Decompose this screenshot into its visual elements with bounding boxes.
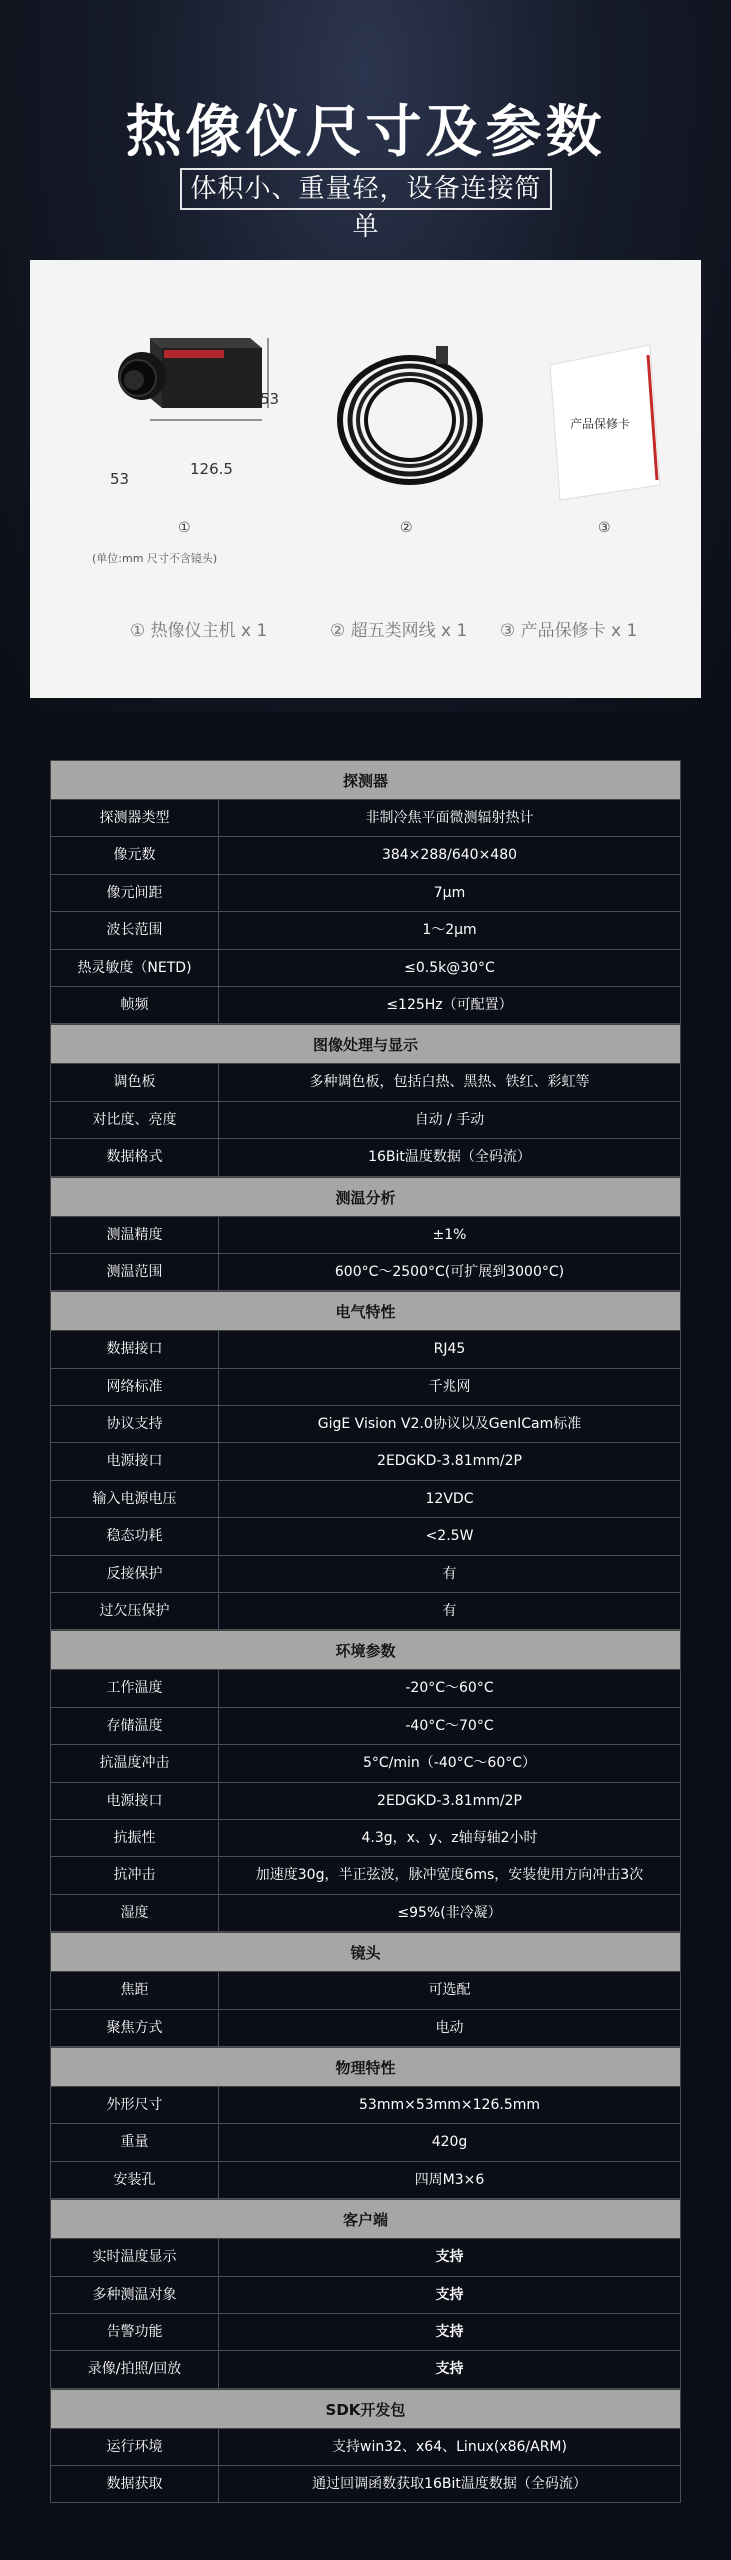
spec-value: <2.5W xyxy=(425,1528,474,1545)
caption-warranty: ③ 产品保修卡 x 1 xyxy=(500,621,638,641)
caption-cable: ② 超五类网线 x 1 xyxy=(330,621,468,641)
spec-label: 对比度、亮度 xyxy=(51,1102,219,1138)
spec-label: 协议支持 xyxy=(51,1406,219,1442)
spec-label: 实时温度显示 xyxy=(51,2239,219,2275)
spec-value: 自动 / 手动 xyxy=(414,1111,485,1128)
spec-label: 波长范围 xyxy=(51,912,219,948)
spec-row xyxy=(50,1406,681,1443)
spec-value: 16Bit温度数据（全码流） xyxy=(368,1149,531,1166)
spec-label: 抗冲击 xyxy=(51,1857,219,1893)
section-header: 环境参数 xyxy=(50,1630,681,1670)
spec-value: 384×288/640×480 xyxy=(381,847,518,864)
spec-row xyxy=(50,2087,681,2124)
section-header: 图像处理与显示 xyxy=(50,1024,681,1064)
spec-label: 聚焦方式 xyxy=(51,2010,219,2046)
section-header: SDK开发包 xyxy=(50,2389,681,2429)
spec-value: 5°C/min（-40°C～60°C） xyxy=(362,1755,537,1772)
item-number-2: ② xyxy=(400,520,413,536)
spec-value: ≤95%(非冷凝） xyxy=(397,1904,502,1921)
spec-value: 1～2μm xyxy=(422,922,477,939)
spec-label: 重量 xyxy=(51,2124,219,2160)
dimension-height: 53 xyxy=(260,390,280,408)
section-header: 测温分析 xyxy=(50,1177,681,1217)
spec-value: 600°C～2500°C(可扩展到3000°C) xyxy=(334,1263,565,1280)
spec-label: 测温精度 xyxy=(51,1217,219,1253)
product-panel xyxy=(30,260,701,698)
spec-row xyxy=(50,2010,681,2047)
spec-value: 支持win32、x64、Linux(x86/ARM) xyxy=(332,2438,567,2455)
spec-value: 有 xyxy=(442,1565,457,1582)
spec-row xyxy=(50,2277,681,2314)
dimension-length: 126.5 xyxy=(190,460,233,478)
spec-value: 支持 xyxy=(435,2361,464,2378)
spec-value: 四周M3×6 xyxy=(414,2171,485,2188)
spec-value: 12VDC xyxy=(425,1490,474,1507)
warranty-card-title: 产品保修卡 xyxy=(570,417,631,431)
spec-label: 多种测温对象 xyxy=(51,2277,219,2313)
item-number-1: ① xyxy=(178,520,191,536)
spec-value: 通过回调函数获取16Bit温度数据（全码流） xyxy=(312,2476,587,2493)
spec-label: 调色板 xyxy=(51,1064,219,1100)
spec-label: 工作温度 xyxy=(51,1670,219,1706)
spec-value: 加速度30g，半正弦波，脉冲宽度6ms，安装使用方向冲击3次 xyxy=(255,1867,644,1884)
spec-value: 支持 xyxy=(435,2323,464,2340)
item-number-3: ③ xyxy=(598,520,611,536)
spec-row xyxy=(50,987,681,1024)
spec-value: 非制冷焦平面微测辐射热计 xyxy=(365,810,534,826)
spec-row xyxy=(50,800,681,837)
spec-value: 2EDGKD-3.81mm/2P xyxy=(377,1792,522,1809)
spec-label: 输入电源电压 xyxy=(51,1481,219,1517)
spec-label: 稳态功耗 xyxy=(51,1518,219,1554)
spec-label: 抗温度冲击 xyxy=(51,1745,219,1781)
spec-value: ≤125Hz（可配置） xyxy=(386,996,513,1013)
spec-row xyxy=(50,2351,681,2388)
spec-row xyxy=(50,1331,681,1368)
spec-row xyxy=(50,1745,681,1782)
section-header: 镜头 xyxy=(50,1932,681,1972)
spec-label: 电源接口 xyxy=(51,1783,219,1819)
spec-value: 电动 xyxy=(435,2019,464,2036)
spec-value: -40°C～70°C xyxy=(405,1717,494,1734)
spec-row xyxy=(50,1556,681,1593)
network-cable-image xyxy=(330,340,490,500)
spec-row xyxy=(50,1518,681,1555)
section-header: 探测器 xyxy=(50,760,681,800)
spec-label: 测温范围 xyxy=(51,1254,219,1290)
spec-value: 有 xyxy=(442,1603,457,1620)
page-title: 热像仪尺寸及参数 xyxy=(125,100,606,165)
spec-row xyxy=(50,2466,681,2503)
spec-row xyxy=(50,1102,681,1139)
spec-row xyxy=(50,1895,681,1932)
spec-row xyxy=(50,912,681,949)
spec-row xyxy=(50,1254,681,1291)
spec-row xyxy=(50,1481,681,1518)
spec-value: 多种调色板，包括白热、黑热、铁红、彩虹等 xyxy=(309,1074,590,1091)
spec-value: ≤0.5k@30°C xyxy=(404,959,495,976)
spec-row xyxy=(50,950,681,987)
spec-value: 420g xyxy=(431,2134,468,2151)
caption-camera: ① 热像仪主机 x 1 xyxy=(130,621,268,641)
spec-value: 千兆网 xyxy=(428,1378,471,1395)
spec-label: 外形尺寸 xyxy=(51,2087,219,2123)
spec-label: 数据获取 xyxy=(51,2466,219,2502)
spec-row xyxy=(50,1139,681,1176)
spec-label: 录像/拍照/回放 xyxy=(51,2351,219,2387)
section-header: 客户端 xyxy=(50,2199,681,2239)
spec-row xyxy=(50,2162,681,2199)
spec-label: 热灵敏度（NETD) xyxy=(51,950,219,986)
spec-row xyxy=(50,1593,681,1630)
spec-label: 湿度 xyxy=(51,1895,219,1931)
spec-row xyxy=(50,1369,681,1406)
spec-value: 53mm×53mm×126.5mm xyxy=(359,2096,540,2113)
spec-value: 可选配 xyxy=(428,1982,471,1999)
spec-value: 7μm xyxy=(433,884,466,901)
spec-label: 安装孔 xyxy=(51,2162,219,2198)
spec-label: 焦距 xyxy=(51,1972,219,2008)
spec-label: 运行环境 xyxy=(51,2429,219,2465)
spec-label: 数据格式 xyxy=(51,1139,219,1175)
spec-value: GigE Vision V2.0协议以及GenICam标准 xyxy=(317,1416,582,1433)
spec-row xyxy=(50,1857,681,1894)
spec-label: 网络标准 xyxy=(51,1369,219,1405)
dimension-width: 53 xyxy=(110,470,130,488)
spec-value: RJ45 xyxy=(433,1341,466,1358)
spec-label: 帧频 xyxy=(51,987,219,1023)
spec-row xyxy=(50,837,681,874)
spec-row xyxy=(50,1670,681,1707)
spec-value: 4.3g，x、y、z轴每轴2小时 xyxy=(361,1829,538,1846)
spec-label: 探测器类型 xyxy=(51,800,219,836)
spec-row xyxy=(50,1217,681,1254)
section-header: 物理特性 xyxy=(50,2047,681,2087)
spec-row xyxy=(50,2314,681,2351)
unit-note: (单位:mm 尺寸不含镜头) xyxy=(92,552,218,565)
spec-table xyxy=(50,760,681,2503)
spec-row xyxy=(50,1443,681,1480)
spec-value: 支持 xyxy=(435,2249,464,2266)
spec-label: 过欠压保护 xyxy=(51,1593,219,1629)
spec-label: 电源接口 xyxy=(51,1443,219,1479)
spec-value: 2EDGKD-3.81mm/2P xyxy=(377,1453,522,1470)
spec-label: 存储温度 xyxy=(51,1708,219,1744)
section-header: 电气特性 xyxy=(50,1291,681,1331)
spec-row xyxy=(50,1972,681,2009)
spec-row xyxy=(50,2124,681,2161)
spec-value: ±1% xyxy=(432,1226,467,1243)
spec-label: 像元数 xyxy=(51,837,219,873)
spec-row xyxy=(50,875,681,912)
spec-label: 数据接口 xyxy=(51,1331,219,1367)
spec-row xyxy=(50,1783,681,1820)
spec-row xyxy=(50,1820,681,1857)
camera-image xyxy=(80,320,280,440)
spec-value: 支持 xyxy=(435,2286,464,2303)
spec-row xyxy=(50,2429,681,2466)
page-subtitle: 体积小、重量轻，设备连接简单 xyxy=(180,168,552,210)
spec-row xyxy=(50,2239,681,2276)
spec-label: 告警功能 xyxy=(51,2314,219,2350)
spec-row xyxy=(50,1064,681,1101)
spec-row xyxy=(50,1708,681,1745)
spec-label: 抗振性 xyxy=(51,1820,219,1856)
spec-label: 像元间距 xyxy=(51,875,219,911)
spec-value: -20°C～60°C xyxy=(405,1680,494,1697)
spec-label: 反接保护 xyxy=(51,1556,219,1592)
